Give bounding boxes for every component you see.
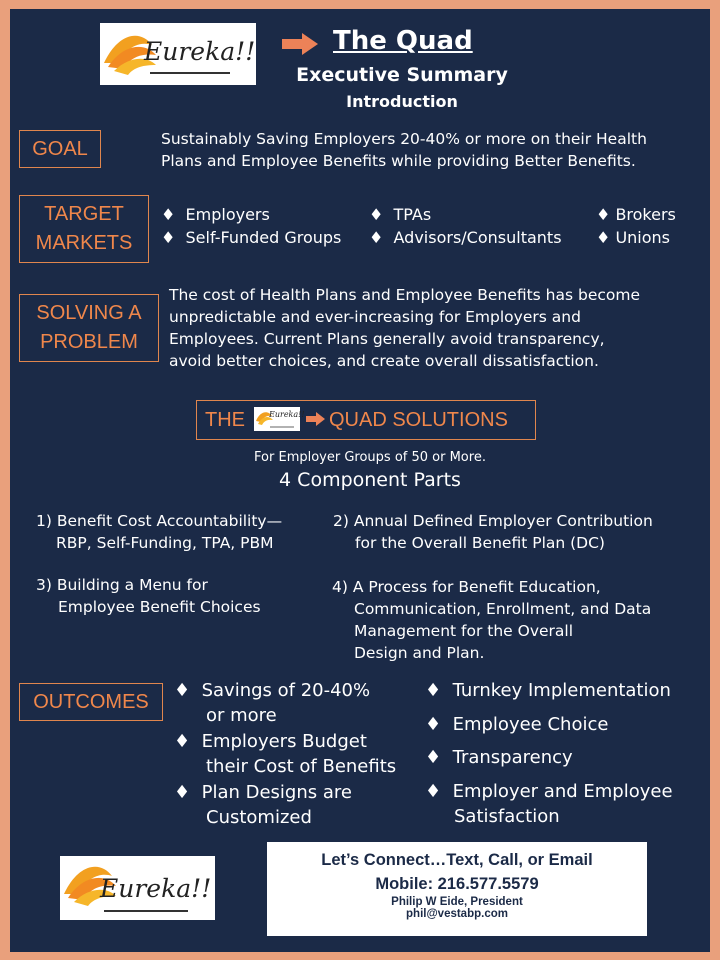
diamond-bullet-icon: ♦ <box>596 205 611 224</box>
diamond-bullet-icon: ♦ <box>161 228 176 247</box>
target-item-label: Brokers <box>615 205 676 224</box>
component-line: 3) Building a Menu for <box>36 576 208 594</box>
component-line: Design and Plan. <box>354 644 485 662</box>
component-line: 1) Benefit Cost Accountability— <box>36 512 283 530</box>
outcome-plan-designs <box>174 780 352 830</box>
logo-underline <box>104 910 188 912</box>
solutions-suffix: QUAD SOLUTIONS <box>329 409 508 431</box>
logo-text: Eureka!! <box>100 874 212 903</box>
solutions-note: For Employer Groups of 50 or More. <box>254 450 486 465</box>
logo-underline <box>150 72 230 74</box>
eureka-logo-small <box>254 407 305 431</box>
outcomes-label-text: OUTCOMES <box>33 691 149 713</box>
target-item-tpas <box>369 204 431 226</box>
contact-box <box>267 842 647 936</box>
outcome-transparency <box>425 745 573 770</box>
target-item-unions <box>596 227 670 249</box>
problem-line-1: The cost of Health Plans and Employee Benefits has become <box>169 286 641 304</box>
outcome-line: their Cost of Benefits <box>206 756 397 777</box>
section-heading: Introduction <box>346 92 458 111</box>
component-3 <box>36 574 261 618</box>
contact-email[interactable]: phil@vestabp.com <box>406 908 508 920</box>
outcome-line: Transparency <box>452 747 573 768</box>
problem-text <box>169 284 704 372</box>
target-item-self-funded <box>161 227 341 249</box>
goal-line-1: Sustainably Saving Employers 20-40% or more on their Health <box>161 130 647 148</box>
logo-text-small: Eureka!! <box>269 410 305 419</box>
outcome-line: Employer and Employee <box>452 781 673 802</box>
outcome-line: Satisfaction <box>454 806 560 827</box>
component-line: for the Overall Benefit Plan (DC) <box>355 534 605 552</box>
diamond-bullet-icon: ♦ <box>161 205 176 224</box>
solutions-prefix: THE <box>205 409 245 431</box>
contact-heading: Let’s Connect…Text, Call, or Email <box>321 851 593 869</box>
diamond-bullet-icon: ♦ <box>425 781 442 802</box>
diamond-bullet-icon: ♦ <box>425 714 442 735</box>
outcome-line: or more <box>206 705 277 726</box>
component-line: Management for the Overall <box>354 622 574 640</box>
outcome-line: Employers Budget <box>201 731 367 752</box>
logo-text: Eureka!! <box>144 37 256 66</box>
target-item-employers <box>161 204 270 226</box>
diamond-bullet-icon: ♦ <box>174 680 191 701</box>
target-item-brokers <box>596 204 676 226</box>
goal-label-text: GOAL <box>32 138 88 160</box>
diamond-bullet-icon: ♦ <box>425 747 442 768</box>
problem-line-3: Employees. Current Plans generally avoid transparency, <box>169 330 605 348</box>
component-2 <box>333 510 653 554</box>
target-item-label: Self-Funded Groups <box>185 228 342 247</box>
goal-line-2: Plans and Employee Benefits while providing Better Benefits. <box>161 152 636 170</box>
component-line: Employee Benefit Choices <box>58 598 261 616</box>
target-label-line-1: TARGET <box>44 203 124 225</box>
page-title: The Quad <box>333 26 473 56</box>
component-line: 4) A Process for Benefit Education, <box>332 578 601 596</box>
problem-line-2: unpredictable and ever-increasing for Employers and <box>169 308 581 326</box>
outcomes-label <box>19 683 163 721</box>
page-subtitle: Executive Summary <box>296 64 508 86</box>
goal-text <box>161 128 706 172</box>
diamond-bullet-icon: ♦ <box>369 205 384 224</box>
outcome-satisfaction <box>425 779 673 829</box>
component-line: RBP, Self-Funding, TPA, PBM <box>56 534 274 552</box>
diamond-bullet-icon: ♦ <box>425 680 442 701</box>
quad-solutions-label <box>196 400 536 440</box>
eureka-logo-footer <box>60 856 215 920</box>
problem-label-line-1: SOLVING A <box>36 302 142 324</box>
outcome-line: Employee Choice <box>452 714 609 735</box>
eureka-logo <box>100 23 256 85</box>
problem-line-4: avoid better choices, and create overall dissatisfaction. <box>169 352 599 370</box>
outcome-line: Savings of 20-40% <box>201 680 371 701</box>
diamond-bullet-icon: ♦ <box>174 782 191 803</box>
target-item-label: Advisors/Consultants <box>393 228 562 247</box>
right-arrow-icon <box>306 412 326 426</box>
target-label-line-2: MARKETS <box>35 232 133 254</box>
target-item-label: TPAs <box>393 205 432 224</box>
outcome-turnkey <box>425 678 671 703</box>
target-markets-label <box>19 195 149 263</box>
component-1 <box>36 510 282 554</box>
problem-label-line-2: PROBLEM <box>40 331 138 353</box>
outcome-line: Plan Designs are <box>201 782 352 803</box>
problem-label <box>19 294 159 362</box>
diamond-bullet-icon: ♦ <box>596 228 611 247</box>
target-item-label: Unions <box>615 228 670 247</box>
outcome-choice <box>425 712 608 737</box>
outcome-savings <box>174 678 370 728</box>
target-item-advisors <box>369 227 562 249</box>
components-heading: 4 Component Parts <box>279 469 461 491</box>
outcome-line: Turnkey Implementation <box>452 680 671 701</box>
right-arrow-icon <box>282 33 320 55</box>
diamond-bullet-icon: ♦ <box>174 731 191 752</box>
goal-label <box>19 130 101 168</box>
component-line: 2) Annual Defined Employer Contribution <box>333 512 653 530</box>
target-item-label: Employers <box>185 205 270 224</box>
diamond-bullet-icon: ♦ <box>369 228 384 247</box>
outcome-line: Customized <box>206 807 312 828</box>
contact-mobile[interactable]: Mobile: 216.577.5579 <box>375 875 539 893</box>
component-line: Communication, Enrollment, and Data <box>354 600 652 618</box>
outcome-budget <box>174 729 396 779</box>
component-4 <box>332 576 651 664</box>
contact-name: Philip W Eide, President <box>391 896 523 908</box>
